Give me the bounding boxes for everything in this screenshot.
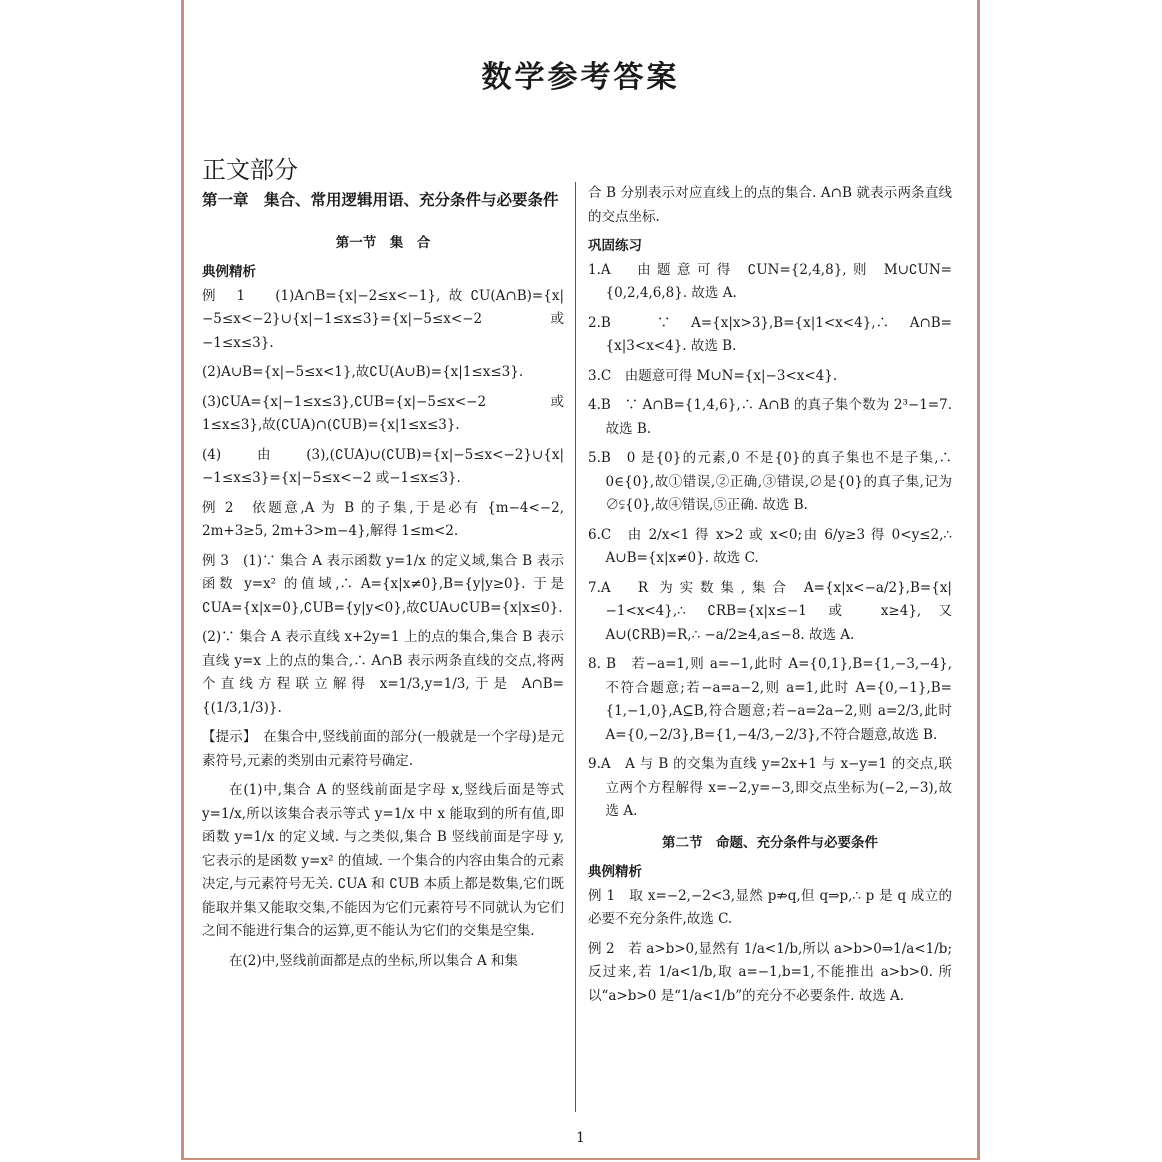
practice-item: 9.A A 与 B 的交集为直线 y=2x+1 与 x−y=1 的交点,联立两个方程解得 x=−2,y=−3,即交点坐标为(−2,−3),故选 A. [588,756,952,819]
example-2: 例 2 依题意,A 为 B 的子集,于是必有 {m−4<−2, 2m+3≥5, 2m+3>m−4},解得 1≤m<2. [202,499,564,539]
practice-item: 8. B 若−a=1,则 a=−1,此时 A={0,1},B={1,−3,−4},不符合题意;若−a=a−2,则 a=1,此时 A={0,−1},B={1,−1,0},A⊆B,符合题意;若−a=2a−2,则 a=2/3,此时 A={0,−2/3},B={1,−4/3,−2/3},不符合题意,故选 B. [588,656,952,743]
sec2-example-1: 例 1 取 x=−2,−2<3,显然 p⇏q,但 q⇒p,∴ p 是 q 成立的必要不充分条件,故选 C. [588,887,952,927]
example-1a: 例 1 (1)A∩B={x|−2≤x<−1},故∁U(A∩B)={x|−5≤x<−2}∪{x|−1≤x≤3}={x|−5≤x<−2 或 −1≤x≤3}. [202,287,564,351]
right-column [588,182,952,1014]
practice-item: 1.A 由题意可得 ∁UN={2,4,8},则 M∪∁UN={0,2,4,6,8}. 故选 A. [588,261,952,301]
example-1d: (4)由(3),(∁UA)∪(∁UB)={x|−5≤x<−2}∪{x|−1≤x≤3}={x|−5≤x<−2 或−1≤x≤3}. [202,446,564,486]
section-2-title: 第二节 命题、充分条件与必要条件 [662,834,878,851]
tip-detail-2: 在(2)中,竖线前面都是点的坐标,所以集合 A 和集 [229,952,519,969]
section-title: 正文部分 [202,156,298,184]
typical-heading: 典例精析 [202,264,256,280]
practice-item: 2.B ∵ A={x|x>3},B={x|1<x<4},∴ A∩B={x|3<x<4}. 故选 B. [588,314,952,354]
page-title: 数学参考答案 [481,60,680,95]
practice-item: 6.C 由 2/x<1 得 x>2 或 x<0;由 6/y≥3 得 0<y≤2,∴ A∪B={x|x≠0}. 故选 C. [588,526,952,566]
left-column [202,182,564,979]
tip-detail-1: 在(1)中,集合 A 的竖线前面是字母 x,竖线后面是等式 y=1/x,所以该集合表示等式 y=1/x 中 x 能取到的所有值,即函数 y=1/x 的定义域. 与之类似,集合 B 竖线前面是字母 y,它表示的是函数 y=x² 的值域. 一个集合的内容由集合的元素决定,与元素符号无关. ∁UA 和 ∁UB 本质上都是数集,它们既能取并集又能取交集,不能因为它们元素符号不同就认为它们之间不能进行集合的运算,更不能认为它们的交集是空集. [202,782,564,939]
practice-item: 4.B ∵ A∩B={1,4,6},∴ A∩B 的真子集个数为 2³−1=7. 故选 B. [588,397,952,437]
typical-heading-2: 典例精析 [588,864,642,880]
chapter-title: 第一章 集合、常用逻辑用语、充分条件与必要条件 [202,190,559,209]
example-1c: (3)∁UA={x|−1≤x≤3},∁UB={x|−5≤x<−2 或 1≤x≤3},故(∁UA)∩(∁UB)={x|1≤x≤3}. [202,393,564,433]
column-divider [575,182,576,1112]
continued-text: 合 B 分别表示对应直线上的点的集合. A∩B 就表示两条直线的交点坐标. [588,185,952,225]
page-number: 1 [576,1130,585,1146]
example-3b: (2)∵ 集合 A 表示直线 x+2y=1 上的点的集合,集合 B 表示直线 y=x 上的点的集合,∴ A∩B 表示两条直线的交点,将两个直线方程联立解得 x=1/3,y=1/3,于是 A∩B={(1/3,1/3)}. [202,629,564,716]
example-3a: 例 3 (1)∵ 集合 A 表示函数 y=1/x 的定义域,集合 B 表示函数 y=x² 的值域,∴ A={x|x≠0},B={y|y≥0}. 于是∁UA={x|x=0},∁UB={y|y<0},故∁UA∪∁UB={x|x≤0}. [202,552,564,616]
practice-heading: 巩固练习 [588,238,642,254]
answer-page [181,0,980,1160]
practice-item: 5.B 0 是{0}的元素,0 不是{0}的真子集也不是子集,∴ 0∈{0},故①错误,②正确,③错误,∅是{0}的真子集,记为∅⫋{0},故④错误,⑤正确. 故选 B. [588,450,952,513]
practice-item: 3.C 由题意可得 M∪N={x|−3<x<4}. [588,367,838,384]
example-1b: (2)A∪B={x|−5≤x<1},故∁U(A∪B)={x|1≤x≤3}. [202,364,524,380]
tip: 【提示】 在集合中,竖线前面的部分(一般就是一个字母)是元素符号,元素的类别由元素符号确定. [202,729,564,769]
sec2-example-2: 例 2 若 a>b>0,显然有 1/a<1/b,所以 a>b>0⇒1/a<1/b;反过来,若 1/a<1/b,取 a=−1,b=1,不能推出 a>b>0. 所以“a>b>0 是“1/a<1/b”的充分不必要条件. 故选 A. [588,940,952,1004]
practice-item: 7.A R 为实数集,集合 A={x|x<−a/2},B={x|−1<x<4},∴ ∁RB={x|x≤−1 或 x≥4},又 A∪(∁RB)=R,∴ −a/2≥4,a≤−8. 故选 A. [588,579,952,643]
section-1-title: 第一节 集 合 [335,234,431,251]
